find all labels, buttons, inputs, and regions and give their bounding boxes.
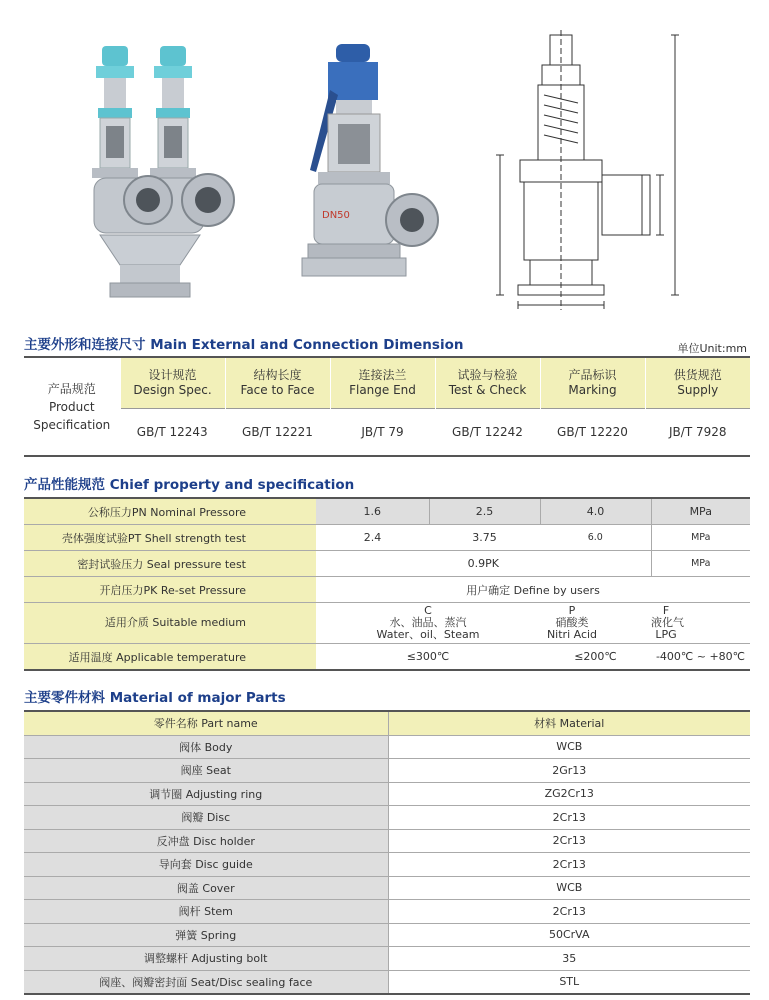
medium-c: C 水、油品、蒸汽 Water、oil、Steam — [316, 603, 540, 644]
table-row: 阀座、阀瓣密封面 Seat/Disc sealing face STL — [24, 970, 750, 994]
face-to-face-value: GB/T 12221 — [225, 409, 330, 457]
header-material: 材料 Material — [388, 711, 750, 735]
shell-v2: 3.75 — [429, 525, 540, 551]
seal-value: 0.9PK — [316, 551, 651, 577]
medium-label: 适用介质 Suitable medium — [24, 603, 316, 644]
technical-section-drawing — [490, 25, 695, 315]
col-header-supply: 供货规范 Supply — [645, 357, 750, 409]
temp-p: ≤200℃ — [540, 644, 651, 671]
marking-value: GB/T 12220 — [540, 409, 645, 457]
reset-pressure-label: 开启压力PK Re-set Pressure — [24, 577, 316, 603]
dimension-table — [24, 356, 750, 457]
table-row: 阀体 Body WCB — [24, 735, 750, 759]
section-title-property: 产品性能规范 Chief property and specification — [24, 477, 355, 493]
seal-test-label: 密封试验压力 Seal pressure test — [24, 551, 316, 577]
table-row: 阀杆 Stem 2Cr13 — [24, 900, 750, 924]
temperature-label: 适用温度 Applicable temperature — [24, 644, 316, 671]
shell-test-label: 壳体强度试验PT Shell strength test — [24, 525, 316, 551]
unit-note: 单位Unit:mm — [677, 342, 747, 355]
medium-f: F 液化气 LPG — [651, 603, 750, 644]
table-row: 阀座 Seat 2Gr13 — [24, 759, 750, 783]
shell-v1: 2.4 — [316, 525, 429, 551]
test-check-value: GB/T 12242 — [435, 409, 540, 457]
section-title-dimension: 主要外形和连接尺寸 Main External and Connection Dimension — [24, 337, 464, 353]
table-row: 阀瓣 Disc 2Cr13 — [24, 806, 750, 830]
twin-safety-valve-photo — [80, 40, 250, 305]
product-spec-label: 产品规范 Product Specification — [24, 357, 120, 456]
flange-end-value: JB/T 79 — [330, 409, 435, 457]
single-safety-valve-photo — [300, 40, 440, 300]
nominal-unit: MPa — [651, 498, 750, 525]
header-part-name: 零件名称 Part name — [24, 711, 388, 735]
table-row: 弹簧 Spring 50CrVA — [24, 923, 750, 947]
supply-value: JB/T 7928 — [645, 409, 750, 457]
svg-text:DN50: DN50 — [322, 210, 350, 221]
reset-value: 用户确定 Define by users — [316, 577, 750, 603]
shell-unit: MPa — [651, 525, 750, 551]
table-row: 导向套 Disc guide 2Cr13 — [24, 853, 750, 877]
nominal-v3: 4.0 — [540, 498, 651, 525]
nominal-v2: 2.5 — [429, 498, 540, 525]
temp-c: ≤300℃ — [316, 644, 540, 671]
table-row: 调节圈 Adjusting ring ZG2Cr13 — [24, 782, 750, 806]
temp-f: -400℃ ~ +80℃ — [651, 644, 750, 671]
product-images — [0, 0, 769, 325]
property-table — [24, 497, 750, 671]
col-header-face: 结构长度 Face to Face — [225, 357, 330, 409]
nominal-v1: 1.6 — [316, 498, 429, 525]
col-header-design: 设计规范 Design Spec. — [120, 357, 225, 409]
col-header-flange: 连接法兰 Flange End — [330, 357, 435, 409]
table-row: 反冲盘 Disc holder 2Cr13 — [24, 829, 750, 853]
medium-p: P 硝酸类 Nitri Acid — [540, 603, 651, 644]
nominal-pressure-label: 公称压力PN Nominal Pressore — [24, 498, 316, 525]
design-spec-value: GB/T 12243 — [120, 409, 225, 457]
material-table — [24, 710, 750, 995]
table-row: 阀盖 Cover WCB — [24, 876, 750, 900]
col-header-marking: 产品标识 Marking — [540, 357, 645, 409]
seal-unit: MPa — [651, 551, 750, 577]
col-header-test: 试验与检验 Test & Check — [435, 357, 540, 409]
section-title-material: 主要零件材料 Material of major Parts — [24, 690, 286, 706]
table-row: 调整螺杆 Adjusting bolt 35 — [24, 947, 750, 971]
shell-v3: 6.0 — [540, 525, 651, 551]
